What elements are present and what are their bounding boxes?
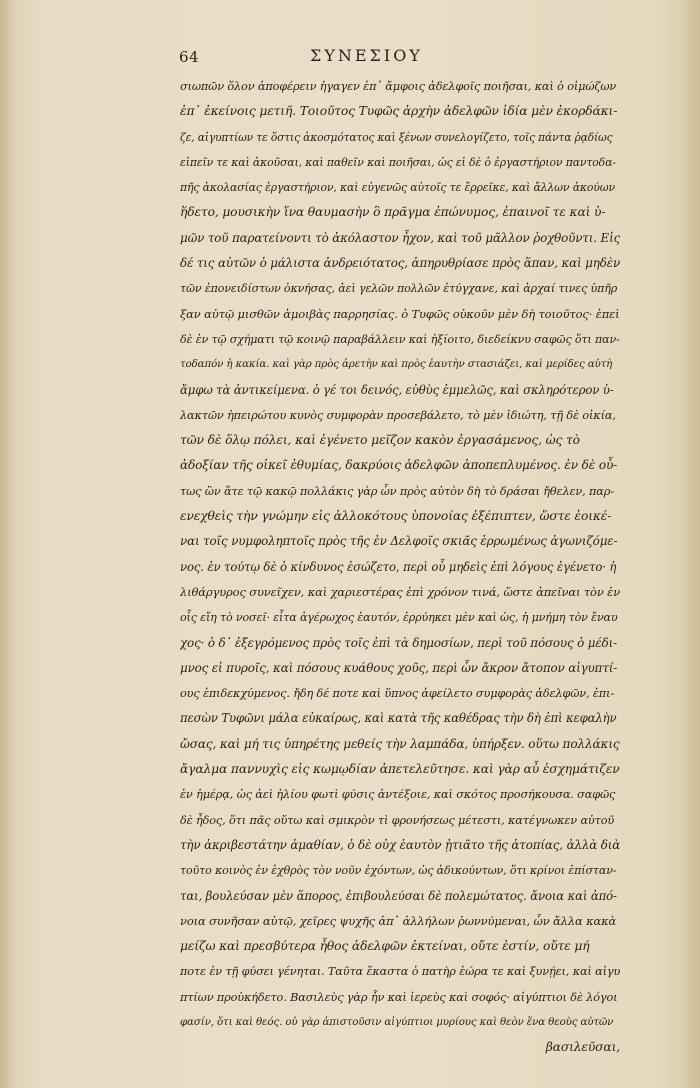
text-line: τοδαπόν ἡ κακία. καὶ γὰρ πρὸς ἀρετὴν καὶ πρὸς ἑαυτὴν στασιάζει, καὶ μερίδες αὐτὴ	[180, 358, 613, 371]
text-line: ζε, αἰγυπτίων τε ὅστις ἀκοσμότατος καὶ ξένων συνελογίζετο, τοῖς πάντα ῥᾳδίως	[180, 130, 613, 144]
text-line: μνος εἰ πυροῖς, καὶ πόσους κυάθους χοῦς, περὶ ὧν ἄκρον ἄτοπον αἰγυπτί-	[180, 660, 618, 675]
text-line: νος. ἐν τούτῳ δὲ ὁ κίνδυνος ἐσώζετο, περὶ οὗ μηδεὶς ἐπὶ λόγους ἐγένετο· ἡ	[180, 559, 617, 574]
running-head: ΣΥΝΕΣΙΟΥ	[310, 46, 423, 65]
text-line: ναι τοῖς νυμφοληπτοῖς πρὸς τῆς ἐν Δελφοῖς σκιᾶς ἐρρωμένως ἀγωνιζόμε-	[180, 534, 618, 549]
text-line: τῶν δὲ ὅλῳ πόλει, καὶ ἐγένετο μεῖζον κακὸν ἐργασάμενος, ὡς τὸ	[180, 433, 580, 448]
page-edge-shadow-left	[0, 0, 14, 1088]
text-line: ἄγαλμα παννυχὶς εἰς κωμῳδίαν ἀπετελεῦτησε. καὶ γὰρ αὖ ἐσχημάτιζεν	[180, 762, 620, 777]
text-line: ἀδοξίαν τῆς οἰκεῖ ἐθυμίας, δακρύοις ἀδελφῶν ἀποπεπλυμένος. ἐν δὲ οὖ-	[180, 458, 618, 473]
text-line: δὲ ἦδος, ὅτι πᾶς οὕτω καὶ σμικρὸν τὶ φρονήσεως μέτεστι, κατέγνωκεν αὐτοῦ	[180, 813, 615, 827]
text-line: οἷς εἴη τὸ νοσεῖ· εἶτα ἀγέρωχος ἑαυτόν, ἐρρύηκει μὲν καὶ ὡς, ἡ μνήμη τὸν ἔναυ	[180, 611, 618, 625]
text-line: φασίν, ὅτι καὶ θεός. οὐ γὰρ ἀπιστοῦσιν αἰγύπτιοι μυρίους καὶ θεὸν ἕνα θεοὺς αὐτῶν	[180, 1015, 614, 1028]
page-edge-shadow-right	[682, 0, 700, 1088]
text-line: τως ὢν ἅτε τῷ κακῷ πολλάκις γὰρ ὧν πρὸς αὐτὸν δὴ τὸ δράσαι ἤθελεν, παρ-	[180, 484, 614, 498]
page-number: 64	[179, 48, 200, 66]
text-line: τὴν ἀκριβεστάτην ἀμαθίαν, ὁ δὲ οὐχ ἑαυτὸν ᾐτιᾶτο τῆς ἀτοπίας, ἀλλὰ διὰ	[180, 837, 620, 852]
text-line: ται, βουλεύσαν μὲν ἅπορος, ἐπιβουλεύσαι δὲ πολεμώτατος. ἄνοια καὶ ἀπό-	[180, 888, 617, 903]
text-line: βασιλεῦσαι,	[545, 1040, 620, 1055]
text-line: νοια συνῆσαν αὐτῷ, χεῖρες ψυχῆς ἀπ᾽ ἀλλήλων ῥωννύμεναι, ὧν ἄλλα κακὰ	[180, 913, 617, 928]
text-line: μείζω καὶ πρεσβύτερα ἦθος ἀδελφῶν ἐκτείναι, οὔτε ἐστίν, οὔτε μή	[180, 939, 590, 954]
text-line: δὲ ἐν τῷ σχήματι τῷ κοινῷ παραβάλλειν καὶ ἠξίοιτο, διεδείκνυ σαφῶς ὅτι παν-	[180, 332, 620, 346]
text-line: τῶν ἐπονειδίστων ὀκνήσας, ἀεὶ γελῶν πολλῶν ἐτύγχανε, καὶ ἀρχαί τινες ὑπῆρ	[180, 282, 618, 296]
text-line: ποτε ἐν τῇ φύσει γένηται. Ταῦτα ἕκαστα ὁ πατὴρ ἑώρα τε καὶ ξυνῄει, καὶ αἰγυ	[180, 965, 620, 979]
text-line: λιθάργυρος συνεῖχεν, καὶ χαριεστέρας ἐπὶ χρόνον τινά, ὥστε ἀπεῖναι τὸν ἐν	[180, 584, 620, 599]
text-line: ξαν αὐτῷ μισθῶν ἀμοιβὰς παρρησίας. ὁ Τυφῶς οὐκοῦν μὲν δὴ τοιοῦτος· ἐπεὶ	[180, 306, 620, 321]
text-line: πῆς ἀκολασίας ἐργαστήριον, καὶ εὐγενῶς αὐτοῖς τε ἔρρεῖκε, καὶ ἄλλων ἀκούων	[180, 181, 615, 195]
text-line: λακτῶν ἠπειρώτου κυνὸς συμφορὰν προσεβάλετο, τὸ μὲν ἰδιώτη, τῇ δὲ οἰκία,	[180, 408, 616, 422]
text-line: ους ἐπιδεκχύμενος. ἤδη δέ ποτε καὶ ὕπνος ἀφείλετο συμφορὰς ἀδελφῶν, ἐπι-	[180, 687, 614, 701]
text-line: τοῦτο κοινὸς ἐν ἐχθρὸς τὸν νοῦν ἐχόντων, ὡς ἀδικούντων, ὅτι κρίνοι ἐπίσταν-	[180, 864, 617, 878]
text-line: μῶν τοῦ παρατείνοντι τὸ ἀκόλαστον ἦχον, καὶ τοῦ μᾶλλον ῥοχθοῦντι. Εἰς	[180, 230, 620, 245]
text-line: ὤσας, καὶ μή τις ὑπηρέτης μεθείς τὴν λαμπάδα, ὑπήρξεν. οὕτω πολλάκις	[180, 736, 620, 751]
text-line: δέ τις αὐτῶν ὁ μάλιστα ἀνδρειότατος, ἀπηρυθρίασε πρὸς ἅπαν, καὶ μηδὲν	[180, 256, 620, 271]
text-line: ἥδετο, μουσικὴν ἵνα θαυμασὴν ὃ πρᾶγμα ἐπώνυμος, ἐπαινοῖ τε καὶ ὑ-	[180, 205, 606, 220]
text-line: ἐπ᾽ ἐκείνοις μετιῆ. Τοιοῦτος Τυφῶς ἀρχὴν ἀδελφῶν ἰδία μὲν ἐκορδάκι-	[180, 104, 618, 119]
text-line: πεσὼν Τυφῶνι μάλα εὐκαίρως, καὶ κατὰ τῆς καθέδρας τὴν δὴ ἐπὶ κεφαλὴν	[180, 711, 617, 726]
text-line: εἰπεῖν τε καὶ ἀκοῦσαι, καὶ παθεῖν καὶ ποιῆσαι, ὡς εἰ δὲ ὁ ἐργαστήριον παντοδα-	[180, 155, 616, 169]
text-block	[180, 74, 620, 1061]
text-line: ἐν ἡμέρᾳ, ὡς ἀεὶ ἡλίου φωτὶ φύσις ἀντέξοιε, καὶ σκότος προσήκουσα. σαφῶς	[180, 788, 616, 802]
text-line: ἄμφω τὰ ἀντικείμενα. ὁ γέ τοι δεινός, εὐθὺς ἐμμελῶς, καὶ σκληρότερον ὑ-	[180, 382, 614, 397]
text-line: σιωπῶν ὅλον ἀποφέρειν ἠγαγεν ἐπ᾽ ἄμφοις ἀδελφοῖς ποιῆσαι, καὶ ὁ οἰμώζων	[180, 80, 617, 93]
text-line: ενεχθεὶς τὴν γνώμην εἰς ἀλλοκότους ὑπονοίας ἐξέπιπτεν, ὥστε ἐοικέ-	[180, 509, 612, 524]
text-line: πτίων προὐκήδετο. Βασιλεὺς γὰρ ἦν καὶ ἱερεὺς καὶ σοφός· αἰγύπτιοι δὲ λόγοι	[180, 990, 618, 1004]
text-line: χος· ὁ δ᾽ ἐξεγρόμενος πρὸς τοῖς ἐπὶ τὰ δημοσίων, περὶ τοῦ πόσους ὁ μέδι-	[180, 635, 617, 650]
